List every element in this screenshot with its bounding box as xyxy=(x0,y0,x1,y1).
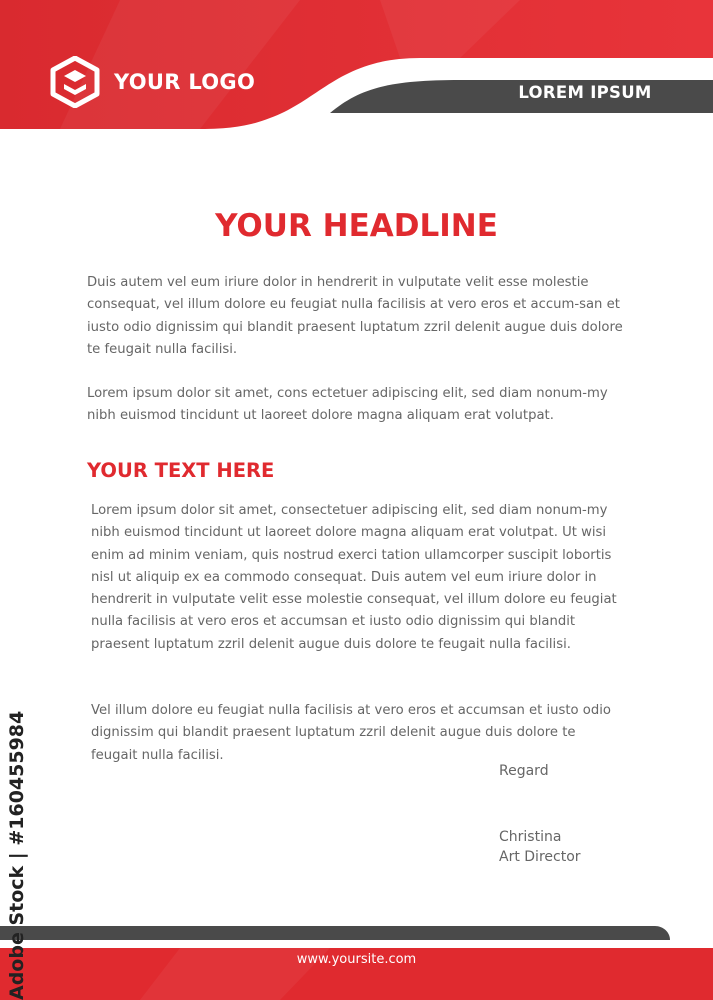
header-label: LOREM IPSUM xyxy=(518,83,652,102)
section-subheading: YOUR TEXT HERE xyxy=(87,459,275,482)
intro-paragraph-2: Lorem ipsum dolor sit amet, cons ectetuer adipiscing elit, sed diam nonum-my nibh euismod tincidunt ut laoreet dolore magna aliquam erat volutpat. xyxy=(87,386,608,424)
header-banner xyxy=(0,0,713,135)
section-paragraph-1: Lorem ipsum dolor sit amet, consectetuer adipiscing elit, sed diam nonum-my nibh euismod tincidunt ut laoreet dolore magna aliquam erat volutpat. Ut wisi enim ad minim veniam, quis nostrud exerci tation ullamcorper suscipit lobortis nisl ut aliquip ex ea commodo consequat. Duis autem vel eum iriure dolor in hendrerit in vulputate velit esse molestie consequat, vel illum dolore eu feugiat nulla facilisis at vero eros et accumsan et iusto odio dignissim qui blandit praesent luptatum zzril delenit augue duis dolore te feugait nulla facilisi. xyxy=(91,503,617,652)
intro-paragraph-1: Duis autem vel eum iriure dolor in hendrerit in vulputate velit esse molestie consequat, vel illum dolore eu feugiat nulla facilisis at vero eros et accum-san et iusto odio dignissim qui blandit praesent luptatum zzril delenit augue duis dolore te feugait nulla facilisi. xyxy=(87,275,623,357)
signature-closing: Regard xyxy=(499,763,549,779)
signature-name: Christina xyxy=(499,829,562,845)
logo-text: YOUR LOGO xyxy=(114,70,256,94)
page-headline: YOUR HEADLINE xyxy=(215,208,498,244)
website-link[interactable]: www.yoursite.com xyxy=(296,952,417,967)
stock-watermark-id xyxy=(4,710,30,1000)
footer-gray-band xyxy=(0,926,670,940)
signature-title: Art Director xyxy=(499,849,581,865)
section-paragraph-2: Vel illum dolore eu feugiat nulla facilisis at vero eros et accumsan et iusto odio dignissim qui blandit praesent luptatum zzril delenit augue duis dolore te feugait nulla facilisi. xyxy=(91,703,611,763)
hexagon-logo-icon xyxy=(50,56,100,108)
stock-watermark-text: Adobe Stock | #160455984 xyxy=(6,710,28,1000)
